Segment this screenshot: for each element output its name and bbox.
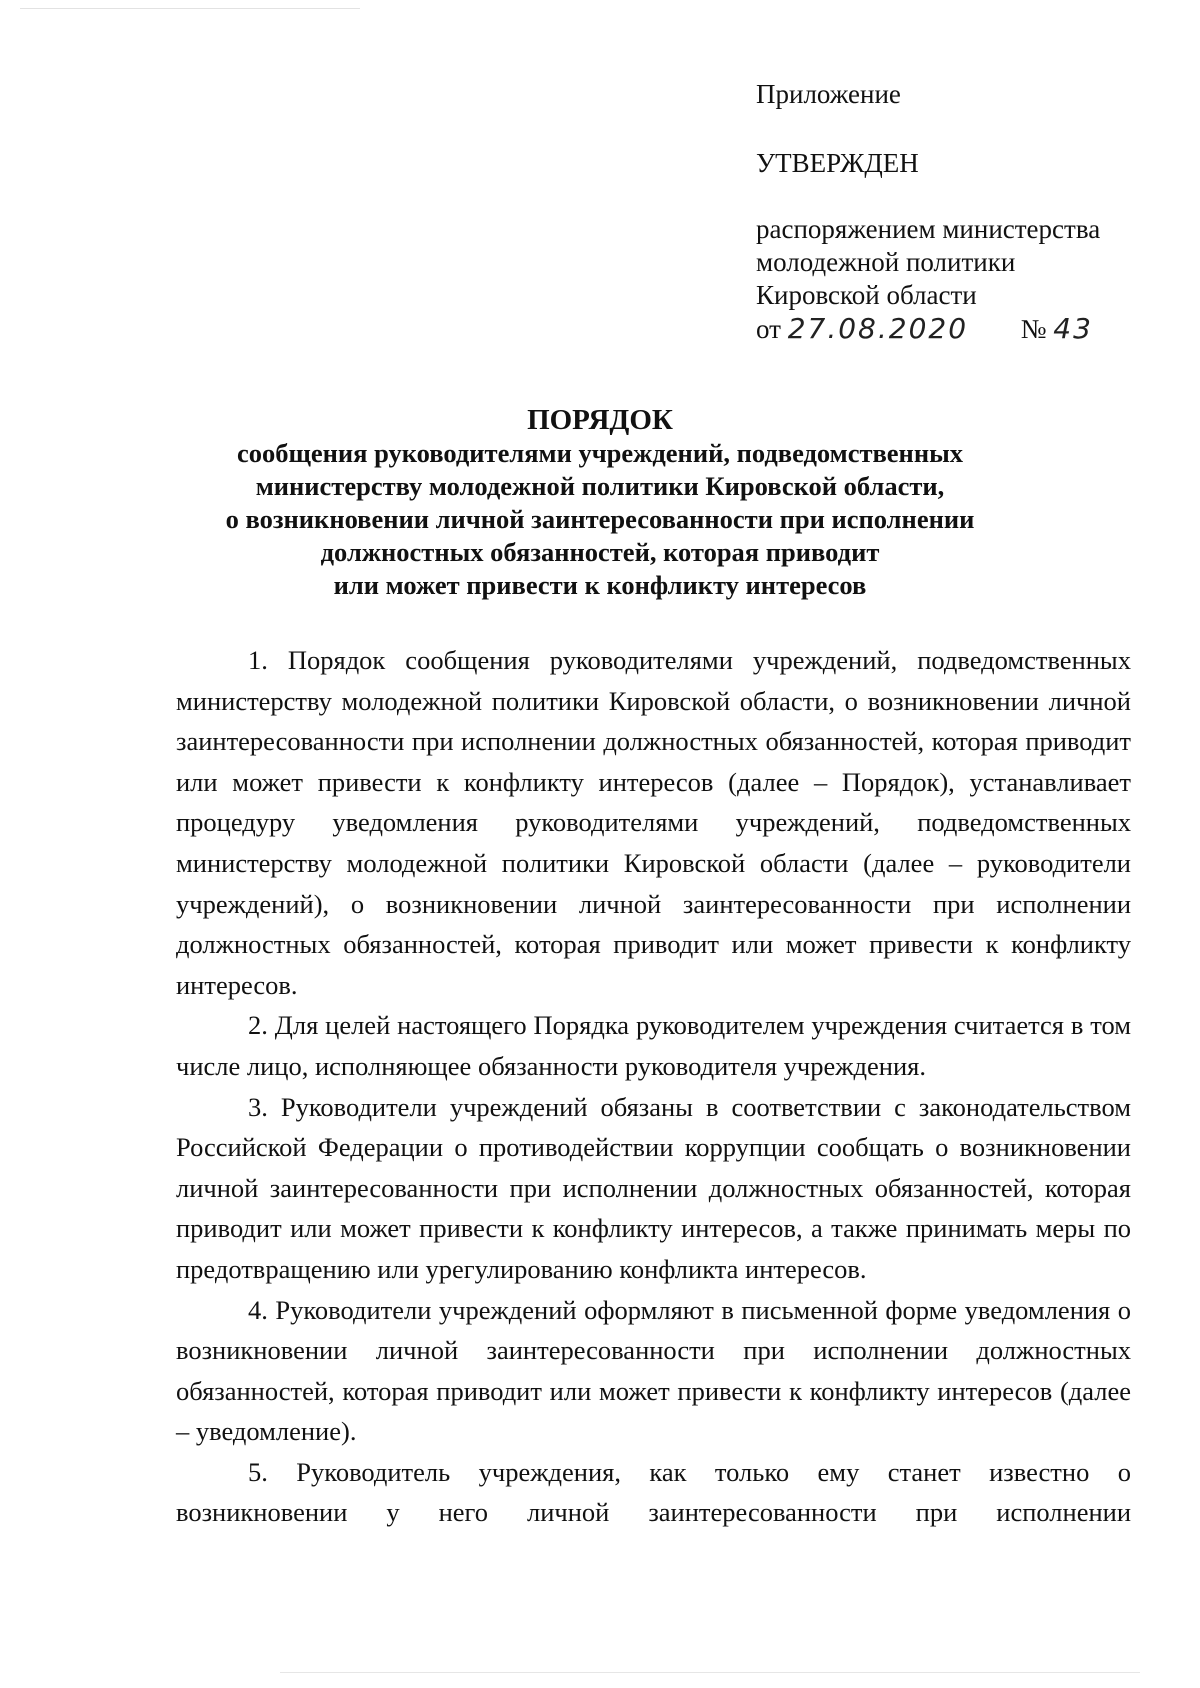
paragraph-2: 2. Для целей настоящего Порядка руководителем учреждения считается в том числе лицо, исполняющее обязанности руководителя учреждения.	[176, 1010, 1131, 1081]
handwritten-number: 43	[1053, 312, 1093, 345]
approval-block	[756, 78, 1156, 346]
number-sign: №	[1020, 314, 1047, 344]
appendix-label: Приложение	[756, 79, 901, 109]
order-by-line-2: молодежной политики	[756, 247, 1016, 277]
paragraph-3: 3. Руководители учреждений обязаны в соответствии с законодательством Российской Федерации о противодействии коррупции сообщать о возникновении личной заинтересованности при исполнении должностных обязанностей, которая приводит или может привести к конфликту интересов, а также принимать меры по предотвращению или урегулированию конфликта интересов.	[176, 1091, 1131, 1284]
order-by-line-3: Кировской области	[756, 280, 977, 310]
paragraph-4: 4. Руководители учреждений оформляют в письменной форме уведомления о возникновении личной заинтересованности при исполнении должностных обязанностей, которая приводит или может привести к конфликту интересов (далее – уведомление).	[176, 1294, 1131, 1447]
order-by-line-1: распоряжением министерства	[756, 214, 1101, 244]
scan-artifact-bottom	[280, 1672, 1140, 1673]
handwritten-date: 27.08.2020	[787, 312, 969, 345]
scan-artifact-top	[20, 8, 360, 9]
paragraph-1: 1. Порядок сообщения руководителями учреждений, подведомственных министерству молодежной политики Кировской области, о возникновении личной заинтересованности при исполнении должностных обязанностей, которая приводит или может привести к конфликту интересов (далее – Порядок), устанавливает процедуру уведомления руководителями учреждений, подведомственных министерству молодежной политики Кировской области (далее – руководители учреждений), о возникновении личной заинтересованности при исполнении должностных обязанностей, которая приводит или может привести к конфликту интересов.	[176, 645, 1131, 1000]
date-number-line	[756, 312, 1156, 346]
title-main: ПОРЯДОК	[527, 404, 673, 436]
paragraph-5: 5. Руководитель учреждения, как только ему станет известно о возникновении у него личной заинтересованности при исполнении	[176, 1456, 1131, 1528]
date-prefix: от	[756, 314, 781, 344]
document-title	[180, 403, 1020, 602]
title-line: о возникновении личной заинтересованности при исполнении	[225, 504, 975, 534]
title-line: сообщения руководителями учреждений, подведомственных	[236, 438, 964, 468]
document-body	[176, 640, 1131, 1533]
approved-label: УТВЕРЖДЕН	[756, 148, 919, 178]
title-line: должностных обязанностей, которая приводит	[320, 537, 880, 567]
title-line: министерству молодежной политики Кировской области,	[255, 471, 945, 501]
title-line: или может привести к конфликту интересов	[333, 570, 867, 600]
